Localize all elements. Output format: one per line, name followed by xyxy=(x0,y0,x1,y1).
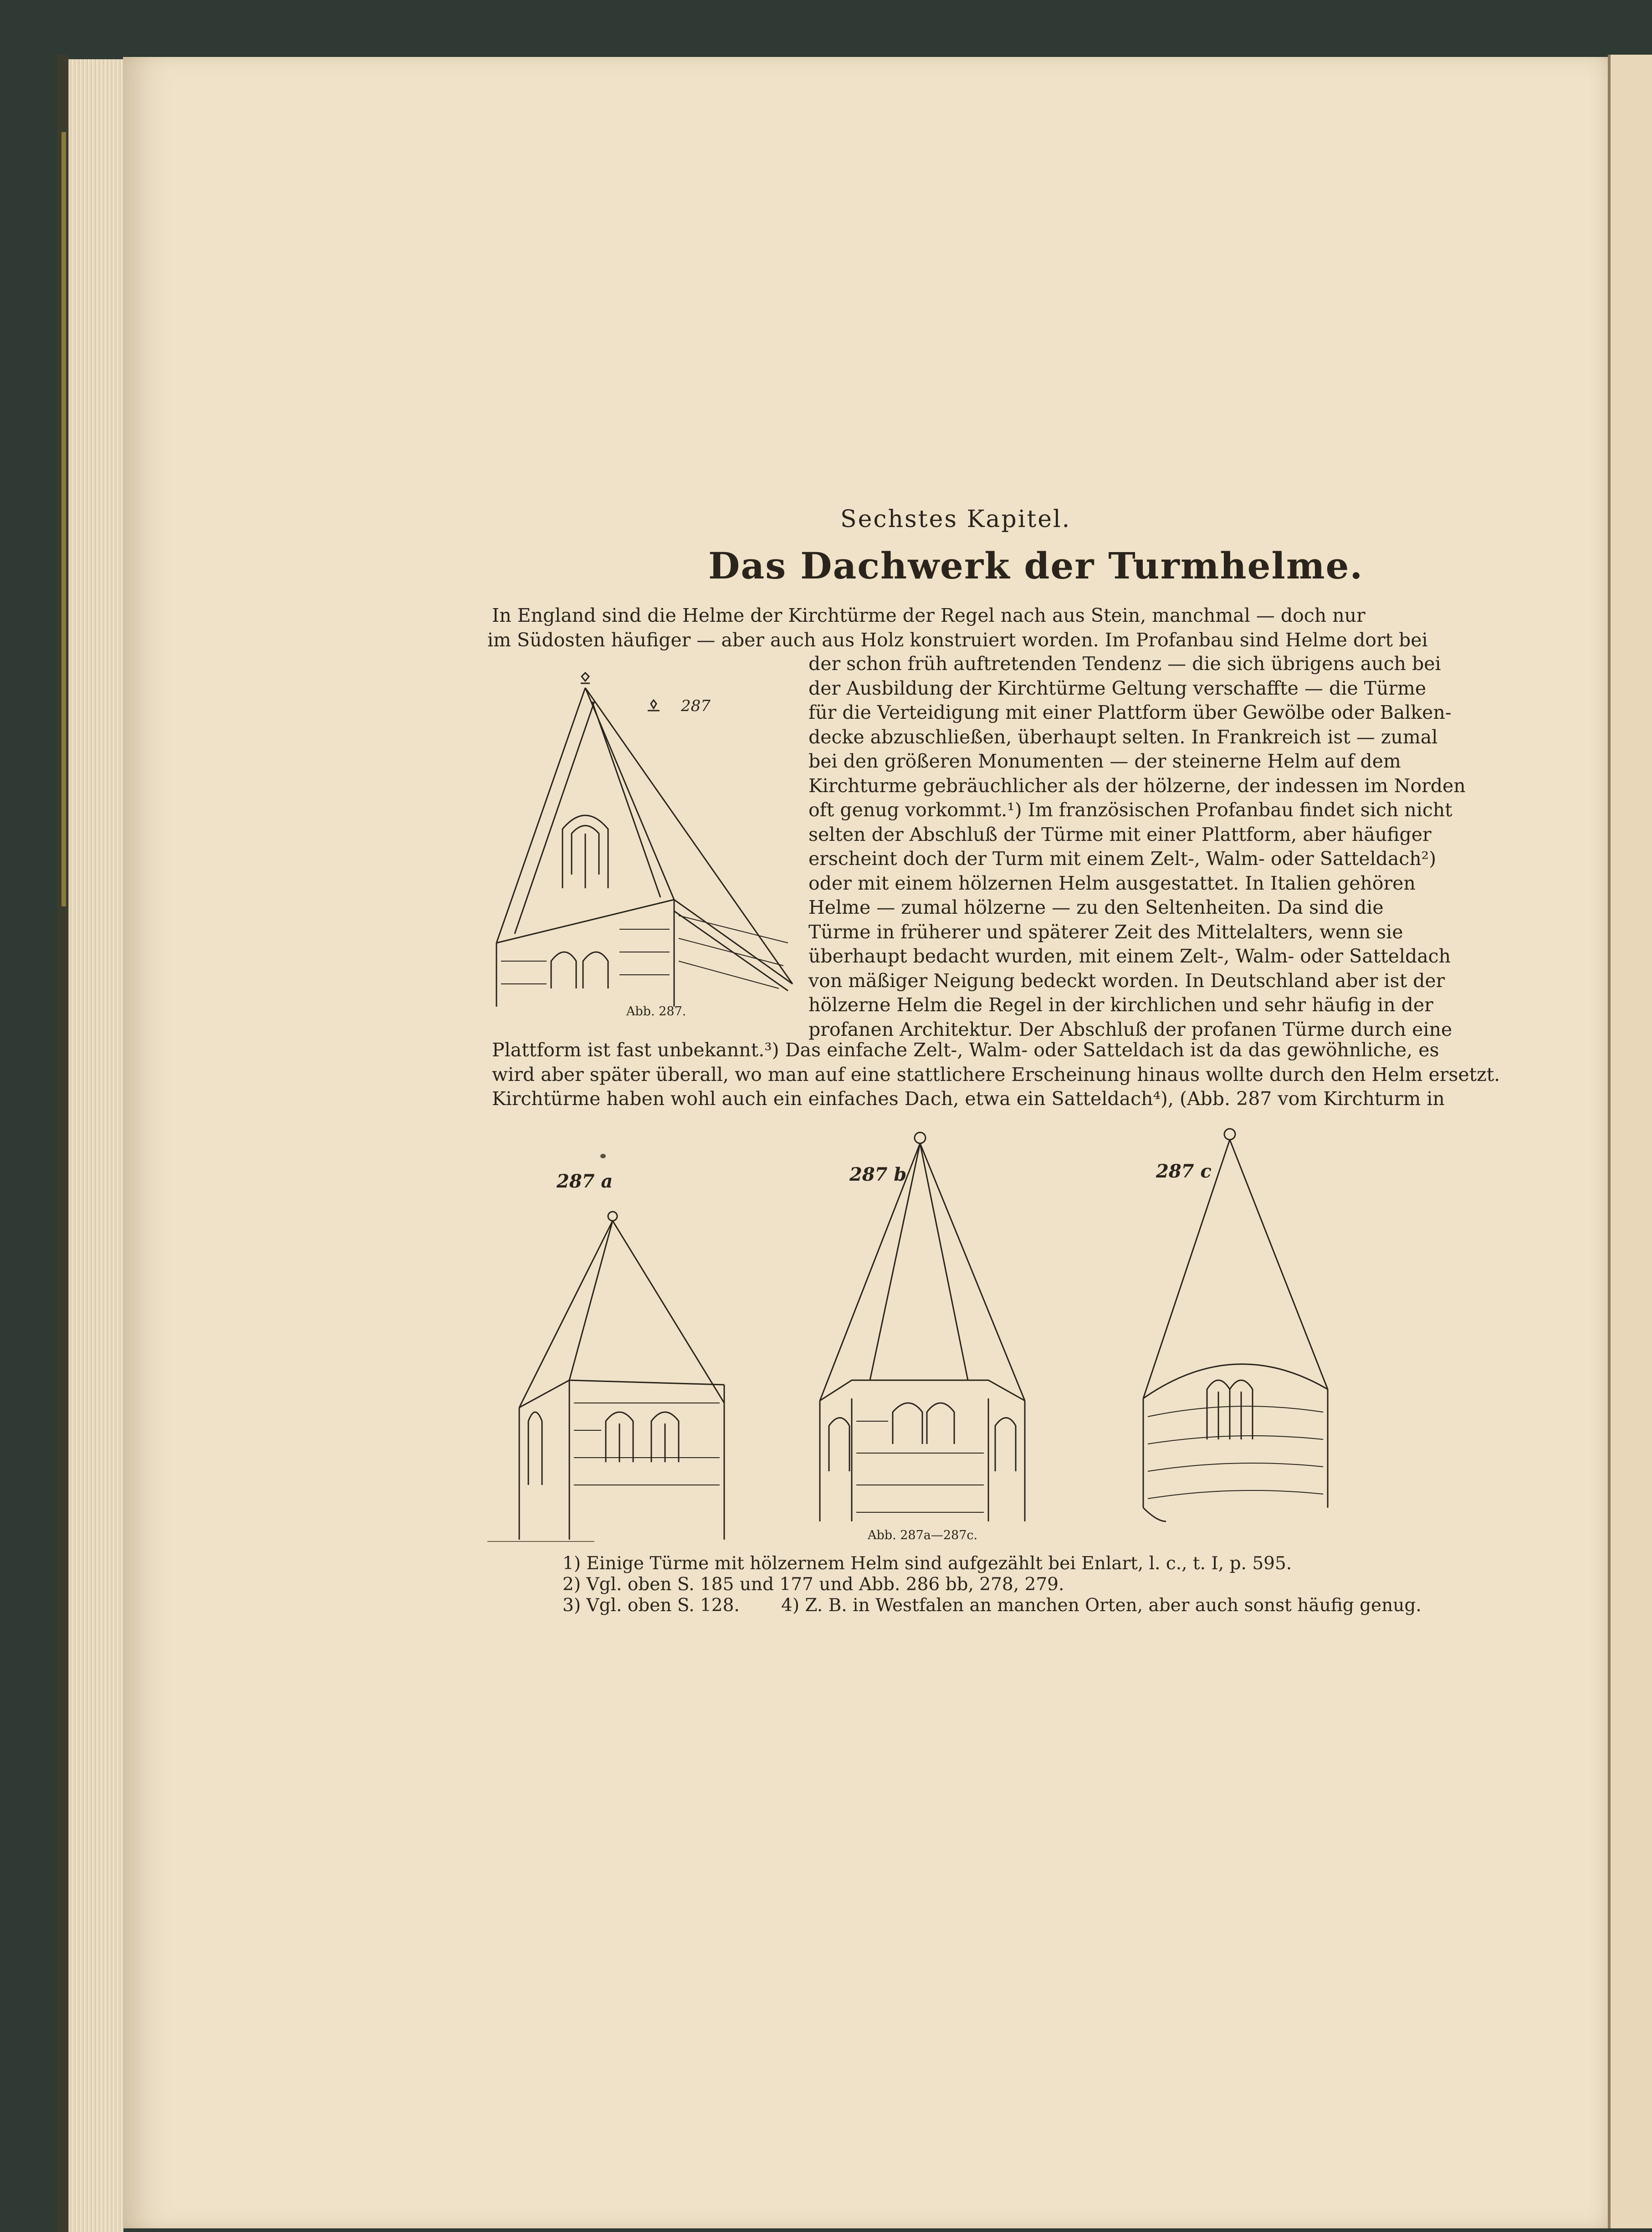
text-line: überhaupt bedacht wurden, mit einem Zelt-, Walm- oder Satteldach xyxy=(808,945,1451,967)
paragraph-bottom xyxy=(492,1038,1500,1111)
text-line: für die Verteidigung mit einer Plattform über Gewölbe oder Balken- xyxy=(808,701,1452,723)
text-line: In England sind die Helme der Kirchtürme der Regel nach aus Stein, manchmal — doch nur xyxy=(492,604,1366,626)
paragraph-top xyxy=(487,604,1428,652)
text-line: oft genug vorkommt.¹) Im französischen Profanbau findet sich nicht xyxy=(808,799,1453,821)
text-line: selten der Abschluß der Türme mit einer Plattform, aber häufiger xyxy=(808,823,1432,845)
figure-287a-pyramid-roof xyxy=(510,1166,733,1540)
text-line: oder mit einem hölzernen Helm ausgestattet. In Italien gehören xyxy=(808,872,1416,894)
figure-caption-287a-c: Abb. 287a—287c. xyxy=(868,1528,978,1542)
text-line: Türme in früherer und späterer Zeit des Mittelalters, wenn sie xyxy=(808,921,1403,943)
figure-caption-287: Abb. 287. xyxy=(626,1004,686,1019)
text-line: der Ausbildung der Kirchtürme Geltung verschaffte — die Türme xyxy=(808,677,1427,699)
text-line: decke abzuschließen, überhaupt selten. In Frankreich ist — zumal xyxy=(808,726,1438,748)
text-line: Kirchtürme haben wohl auch ein einfaches Dach, etwa ein Satteldach⁴), (Abb. 287 vom Kirchturm in xyxy=(492,1088,1445,1110)
figure-number-287b: 287 b xyxy=(849,1164,907,1185)
text-line: im Südosten häufiger — aber auch aus Holz konstruiert worden. Im Profanbau sind Helme dort bei xyxy=(487,629,1428,651)
footnote-3: 3) Vgl. oben S. 128. xyxy=(563,1595,740,1616)
spine-gilding xyxy=(61,132,66,906)
text-line: von mäßiger Neigung bedeckt worden. In Deutschland aber ist der xyxy=(808,969,1445,992)
text-line: Kirchturme gebräuchlicher als der hölzerne, der indessen im Norden xyxy=(808,774,1466,797)
chapter-heading: Sechstes Kapitel. xyxy=(840,506,1071,533)
figure-number-287c: 287 c xyxy=(1156,1161,1212,1182)
figure-287-gable-roof xyxy=(487,670,802,1007)
figure-number-287a: 287 a xyxy=(557,1171,613,1192)
page-edges xyxy=(68,59,123,2232)
text-line: bei den größeren Monumenten — der steinerne Helm auf dem xyxy=(808,750,1401,772)
text-line: Plattform ist fast unbekannt.³) Das einfache Zelt-, Walm- oder Satteldach ist da das gewöhnliche, es xyxy=(492,1039,1439,1061)
chapter-title: Das Dachwerk der Turmhelme. xyxy=(708,544,1364,587)
facing-page-edge xyxy=(1608,55,1652,2228)
ink-speck xyxy=(600,1154,606,1158)
text-line: profanen Architektur. Der Abschluß der profanen Türme durch eine xyxy=(808,1018,1453,1040)
text-line: wird aber später überall, wo man auf eine stattlichere Erscheinung hinaus wollte durch den Helm ersetzt. xyxy=(492,1063,1500,1085)
footnote-1: 1) Einige Türme mit hölzernem Helm sind aufgezählt bei Enlart, l. c., t. I, p. 595. xyxy=(563,1553,1292,1574)
figure-number-287: 287 xyxy=(681,697,711,715)
figure-287b-octagonal-spire xyxy=(811,1125,1029,1540)
text-line: hölzerne Helm die Regel in der kirchlichen und sehr häufig in der xyxy=(808,994,1433,1016)
footnote-4: 4) Z. B. in Westfalen an manchen Orten, aber auch sonst häufig genug. xyxy=(781,1595,1422,1616)
figure-287c-conical-spire xyxy=(1130,1125,1339,1540)
text-line: erscheint doch der Turm mit einem Zelt-, Walm- oder Satteldach²) xyxy=(808,848,1437,870)
text-line: der schon früh auftretenden Tendenz — die sich übrigens auch bei xyxy=(808,653,1441,675)
text-line: Helme — zumal hölzerne — zu den Seltenheiten. Da sind die xyxy=(808,896,1384,918)
paragraph-beside-figure xyxy=(808,652,1466,1042)
footnote-2: 2) Vgl. oben S. 185 und 177 und Abb. 286 bb, 278, 279. xyxy=(563,1574,1064,1595)
footnote-rule xyxy=(487,1541,594,1542)
